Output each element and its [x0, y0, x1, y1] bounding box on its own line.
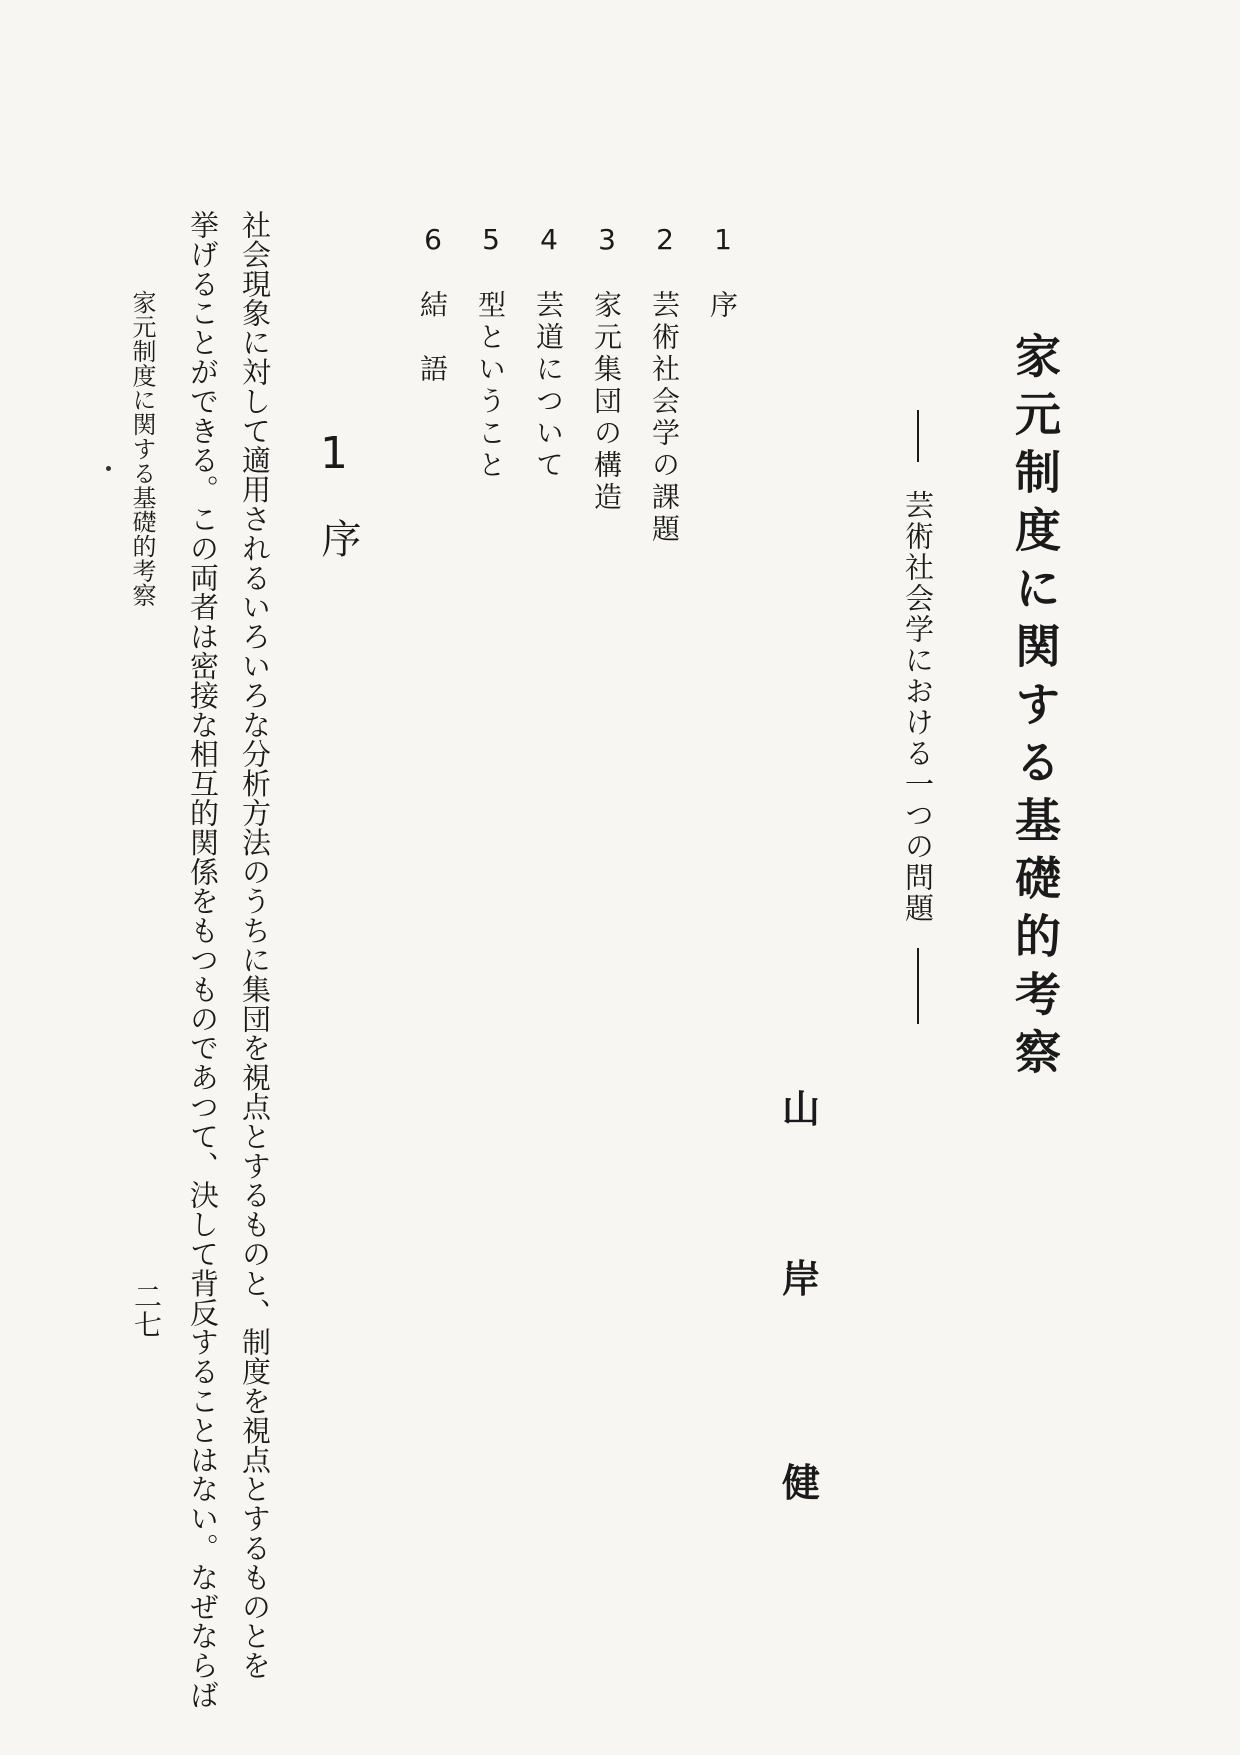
toc-number: 4: [540, 223, 558, 256]
author-char-3: 健: [782, 1460, 821, 1505]
toc-entry: 型ということ: [474, 290, 507, 482]
subtitle-dash-bottom: [917, 948, 919, 1024]
page-number: 二七: [130, 1282, 163, 1338]
subtitle: 芸術社会学における一つの問題: [901, 490, 935, 924]
toc-entry: 芸道について: [532, 290, 565, 482]
body-text-line: 挙げることができる。この両者は密接な相互的関係をもつものであつて、決して背反することはない。なぜならば: [186, 210, 220, 1710]
printer-mark: [106, 466, 111, 471]
toc-entry: 序: [706, 290, 739, 322]
toc-number: 1: [714, 223, 732, 256]
toc-entry: 結 語: [416, 290, 449, 386]
section-title: 序: [315, 518, 361, 558]
toc-entry: 家元集団の構造: [590, 290, 623, 514]
toc-number: 5: [482, 223, 500, 256]
subtitle-dash-top: [917, 410, 919, 462]
running-title: 家元制度に関する基礎的考察: [128, 290, 156, 608]
author-char-1: 山: [782, 1086, 821, 1131]
toc-number: 6: [424, 223, 442, 256]
section-number: 1: [320, 428, 348, 479]
article-title: 家元制度に関する基礎的考察: [1008, 332, 1062, 1086]
author-char-2: 岸: [782, 1256, 821, 1301]
toc-entry: 芸術社会学の課題: [648, 290, 681, 546]
toc-number: 2: [656, 223, 674, 256]
body-text-line: 社会現象に対して適用されるいろいろな分析方法のうちに集団を視点とするものと、制度を視点とするものとを: [238, 210, 272, 1680]
toc-number: 3: [598, 223, 616, 256]
